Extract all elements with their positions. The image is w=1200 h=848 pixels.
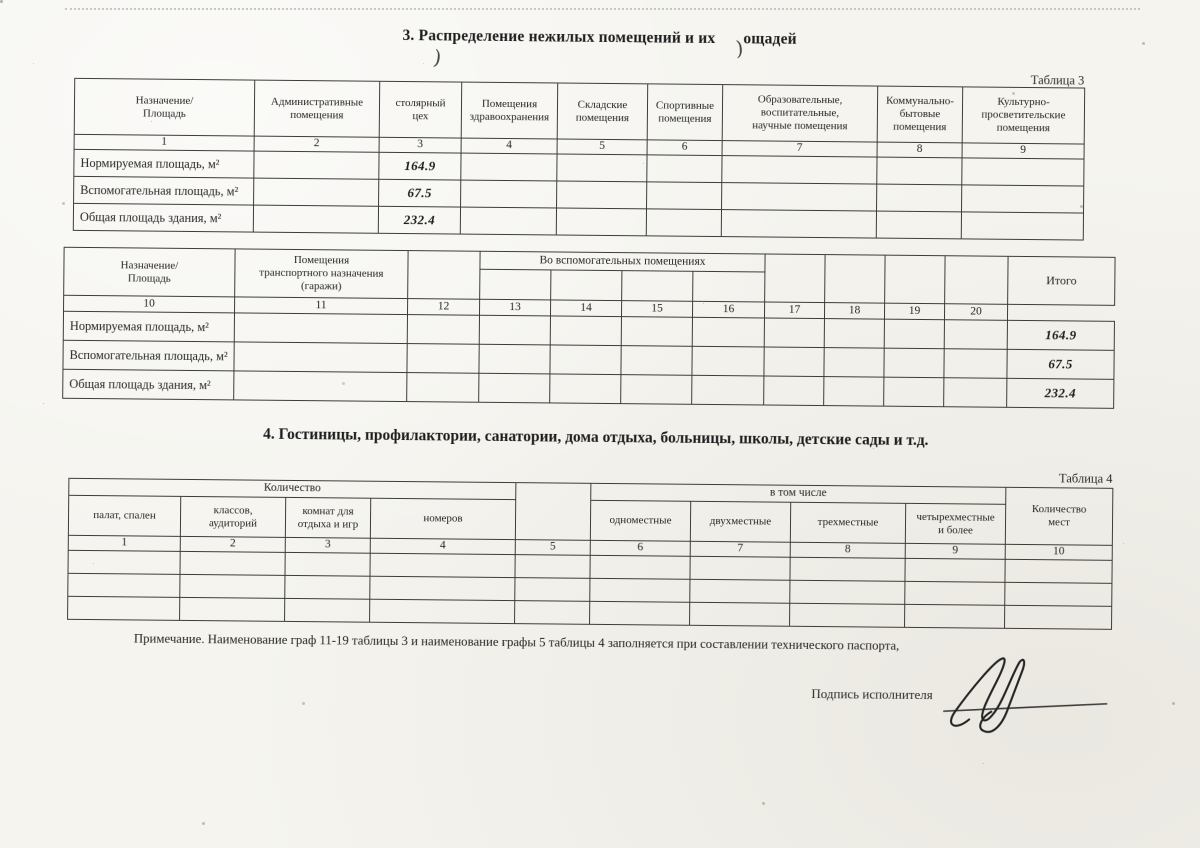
cell-value: 164.9 [1007,320,1114,350]
col-number: 12 [407,299,479,316]
row-label: Общая площадь здания, м² [73,203,253,232]
col-number: 6 [590,540,690,556]
col-header: Итого [1008,256,1115,305]
row-label: Вспомогательная площадь, м² [74,176,254,205]
cell-value: 164.9 [379,152,461,180]
cell-value [461,153,557,181]
row-label: Общая площадь здания, м² [63,369,234,400]
table-3-caption: Таблица 3 [1030,73,1085,88]
col-number: 3 [285,537,370,553]
col-number: 14 [550,300,621,317]
cell-empty [884,377,944,407]
cell-value [962,185,1084,213]
row-label: Нормируемая площадь, м² [63,311,234,342]
table-3-part-1 [73,78,1085,241]
col-header: комнат для отдыха и игр [285,497,370,538]
col-group-header: Во вспомогательных помещениях [480,251,765,272]
stray-pen-mark: ) [431,44,444,70]
cell-empty [945,256,1008,305]
col-number: 9 [905,543,1005,559]
cell-empty [370,576,515,600]
col-header: палат, спален [68,495,180,536]
col-number: 5 [557,139,647,155]
col-header: Складские помещения [557,83,648,140]
cell-empty [944,320,1007,350]
section-3-title-part1: 3. Распределение нежилых помещений и их [402,27,716,48]
cell-empty [764,318,824,348]
col-number: 7 [722,141,877,157]
footer-note: Примечание. Наименование граф 11-19 таблицы 3 и наименование графы 5 таблицы 4 заполняется при составлении технического паспорта, [133,631,900,653]
cell-empty [285,575,370,599]
cell-empty [765,254,825,303]
col-header: классов, аудиторий [180,496,285,537]
cell-empty [825,255,885,304]
cell-empty [370,599,515,623]
col-header: Назначение/ Площадь [74,78,255,136]
col-number: 11 [235,297,408,315]
col-number: 20 [944,304,1007,321]
cell-empty [692,317,764,347]
col-number: 5 [515,540,590,556]
col-number: 3 [379,137,461,153]
col-number: 8 [877,142,962,158]
cell-empty [479,315,550,345]
col-number: 10 [1005,544,1112,560]
col-number: 1 [74,134,254,151]
cell-empty [180,597,285,621]
cell-empty [180,574,285,598]
cell-empty [944,349,1007,379]
cell-empty [885,255,945,304]
cell-empty [944,378,1007,408]
cell-value [254,178,379,206]
col-header: номеров [370,498,515,539]
col-number: 2 [180,536,285,552]
cell-value [557,154,647,182]
cell-value [961,212,1083,240]
col-number: 15 [621,301,692,318]
cell-value [877,184,962,212]
signature-label: Подпись исполнителя [811,685,933,703]
cell-empty [551,270,622,301]
cell-empty [692,375,764,405]
cell-empty [550,316,621,346]
cell-empty [905,581,1005,605]
cell-empty [407,315,479,345]
cell-value [721,210,876,238]
cell-empty [180,551,285,575]
cell-empty [479,344,550,374]
col-header: Количество мест [1005,487,1113,545]
cell-empty [285,598,370,622]
cell-value [646,209,721,237]
cell-empty [408,251,480,300]
col-number: 17 [764,302,824,319]
section-3-title-part2: ощадей [743,30,797,48]
col-header: трехместные [790,502,905,543]
cell-value [557,181,647,209]
col-header: Спортивные помещения [647,84,723,141]
col-group-header: Количество [69,478,516,499]
cell-empty [234,313,407,344]
cell-empty [550,374,621,404]
section-3-title [0,23,1200,53]
executor-signature [935,653,1131,745]
cell-empty [1005,582,1112,606]
col-number: 2 [254,136,379,152]
cell-empty [621,375,692,405]
cell-empty [621,346,692,376]
cell-empty [68,550,180,574]
cell-empty [479,373,550,403]
row-label: Вспомогательная площадь, м² [63,340,234,371]
table-3-part-2 [62,247,1115,409]
cell-empty [590,578,690,602]
cell-value [722,156,877,184]
cell-value [876,211,961,239]
cell-empty [550,345,621,375]
cell-value [877,157,962,185]
cell-empty [407,344,479,374]
cell-empty [622,271,693,302]
col-number: 6 [647,140,722,156]
cell-empty [824,348,884,378]
cell-empty [693,271,765,302]
cell-value [722,183,877,211]
cell-empty [68,573,180,597]
cell-empty [690,602,790,626]
col-header: четырехместные и более [905,503,1005,544]
cell-value [460,207,556,235]
col-header: Административные помещения [254,80,380,137]
col-number: 8 [790,542,905,558]
cell-empty [480,269,551,300]
cell-empty [824,377,884,407]
cell-empty [234,371,407,402]
col-number: 16 [692,301,764,318]
col-number: 9 [962,143,1084,159]
cell-value: 232.4 [378,206,460,234]
cell-empty [285,552,370,576]
cell-value [461,180,557,208]
cell-empty [407,373,479,403]
cell-value [647,155,722,183]
cell-empty [690,579,790,603]
col-header: Коммунально- бытовые помещения [877,86,963,143]
col-header: Помещения здравоохранения [461,82,558,139]
cell-empty [790,603,905,627]
cell-empty [515,578,590,602]
col-number: 7 [690,541,790,557]
cell-value: 232.4 [1007,378,1114,408]
col-group-header: в том числе [591,483,1006,504]
cell-empty [764,376,824,406]
table-4 [67,478,1113,630]
col-header: Помещения транспортного назначения (гаражи) [235,249,408,299]
col-header: Образовательные, воспитательные, научные помещения [722,85,878,142]
col-number: 18 [824,303,884,320]
cell-value: 67.5 [1007,349,1114,379]
col-number: 4 [461,138,557,154]
cell-empty [884,319,944,349]
col-number: 10 [64,295,235,313]
table-4-caption: Таблица 4 [1058,471,1113,486]
section-4-title: 4. Гостиницы, профилактории, санатории, дома отдыха, больницы, школы, детские сады и т.д. [263,425,929,450]
col-header: Культурно- просветительские помещения [962,87,1085,144]
col-number: 4 [370,538,515,554]
cell-empty [370,553,515,577]
cell-empty [515,601,590,625]
col-number: 13 [479,299,550,316]
cell-empty [905,558,1005,582]
cell-empty [1005,559,1112,583]
cell-empty [515,483,591,541]
header-row [74,78,1084,144]
col-number: 1 [68,535,180,551]
cell-value [254,151,379,179]
cell-value [556,208,646,236]
stray-pen-mark: ) [734,36,745,61]
col-header: Назначение/ Площадь [64,247,235,297]
cell-empty [621,317,692,347]
col-number: 19 [884,303,944,320]
cell-empty [884,348,944,378]
col-header: одноместные [590,500,690,541]
cell-empty [790,557,905,581]
cell-empty [905,604,1005,628]
cell-empty [690,556,790,580]
cell-value [962,158,1084,186]
col-header: двухместные [690,501,790,542]
cell-value [253,205,378,233]
cell-value: 67.5 [379,179,461,207]
cell-empty [764,347,824,377]
cell-empty [68,596,180,620]
cell-empty [824,319,884,349]
cell-empty [692,346,764,376]
cell-empty [590,601,690,625]
cell-empty [590,555,690,579]
col-header: столярный цех [379,81,462,138]
cell-empty [1005,605,1112,629]
cell-empty [234,342,407,373]
cell-empty [515,555,590,579]
cell-empty [790,580,905,604]
cell-value [647,182,722,210]
row-label: Нормируемая площадь, м² [74,149,254,178]
